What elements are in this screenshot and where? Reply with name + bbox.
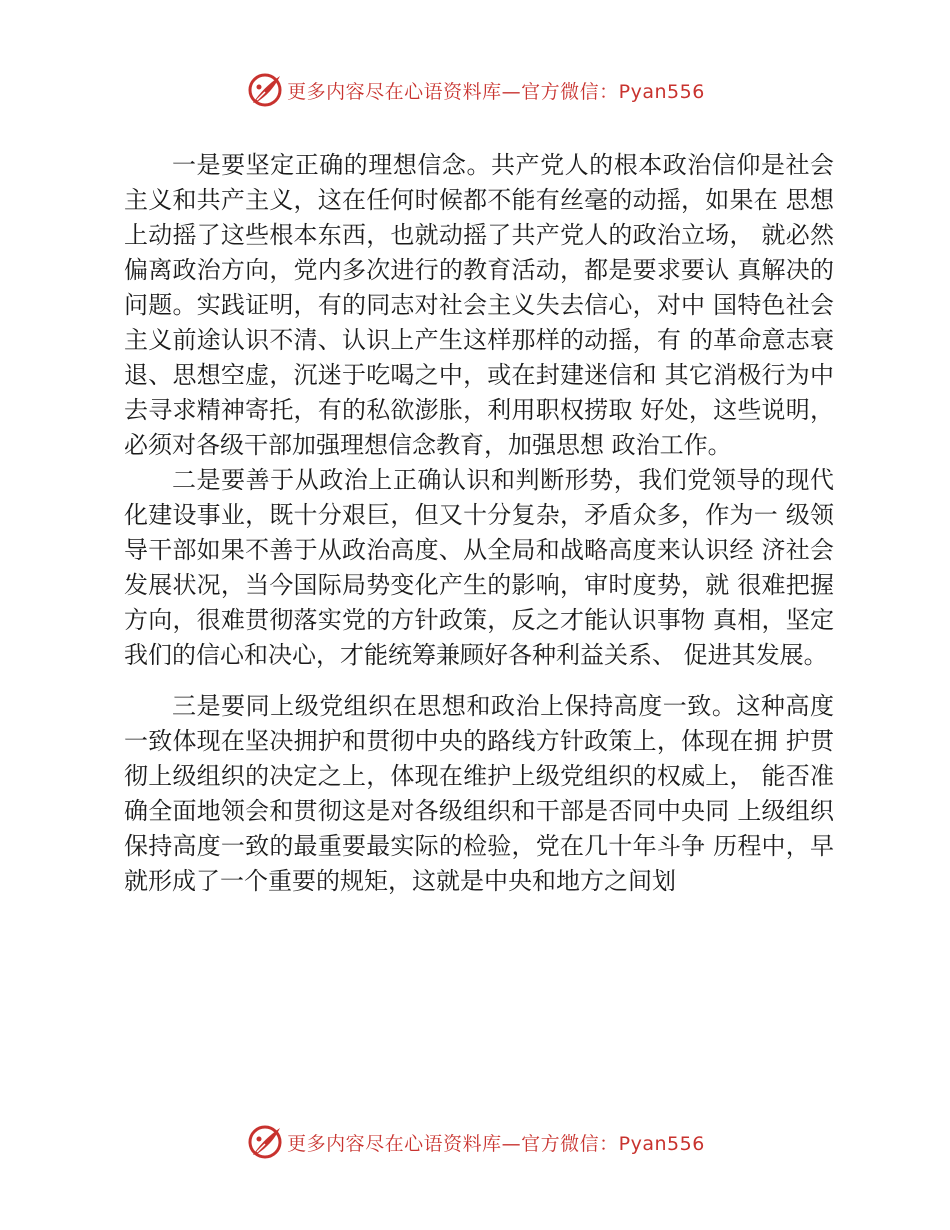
document-body — [124, 148, 834, 899]
header-banner-text: 更多内容尽在心语资料库—官方微信：Pyan556 — [287, 80, 705, 103]
quill-logo-icon — [245, 70, 285, 110]
footer-banner — [0, 1120, 950, 1164]
paragraph-2: 二是要善于从政治上正确认识和判断形势，我们党领导的现代化建设事业，既十分艰巨，但又十分复杂，矛盾众多，作为一 级领导干部如果不善于从政治高度、从全局和战略高度来认识经 济社会发展状况，当今国际局势变化产生的影响，审时度势，就 很难把握方向，很难贯彻落实党的方针政策，反之才能认识事物 真相，坚定我们的信心和决心，才能统筹兼顾好各种利益关系、 促进其发展。 — [124, 466, 834, 669]
header-banner — [0, 68, 950, 112]
paragraph-3: 三是要同上级党组织在思想和政治上保持高度一致。这种高度一致体现在坚决拥护和贯彻中央的路线方针政策上，体现在拥 护贯彻上级组织的决定之上，体现在维护上级党组织的权威上， 能否准确全面地领会和贯彻这是对各级组织和干部是否同中央同 上级组织保持高度一致的最重要最实际的检验，党在几十年斗争 历程中，早就形成了一个重要的规矩，这就是中央和地方之间划 — [124, 692, 834, 895]
quill-logo-icon — [245, 1122, 285, 1162]
footer-banner-text: 更多内容尽在心语资料库—官方微信：Pyan556 — [287, 1132, 705, 1155]
paragraph-1: 一是要坚定正确的理想信念。共产党人的根本政治信仰是社会主义和共产主义，这在任何时候都不能有丝毫的动摇，如果在 思想上动摇了这些根本东西，也就动摇了共产党人的政治立场， 就必然偏离政治方向，党内多次进行的教育活动，都是要求要认 真解决的问题。实践证明，有的同志对社会主义失去信心，对中 国特色社会主义前途认识不清、认识上产生这样那样的动摇，有 的革命意志衰退、思想空虚，沉迷于吃喝之中，或在封建迷信和 其它消极行为中去寻求精神寄托，有的私欲澎胀，利用职权捞取 好处，这些说明，必须对各级干部加强理想信念教育，加强思想 政治工作。 — [124, 151, 834, 459]
